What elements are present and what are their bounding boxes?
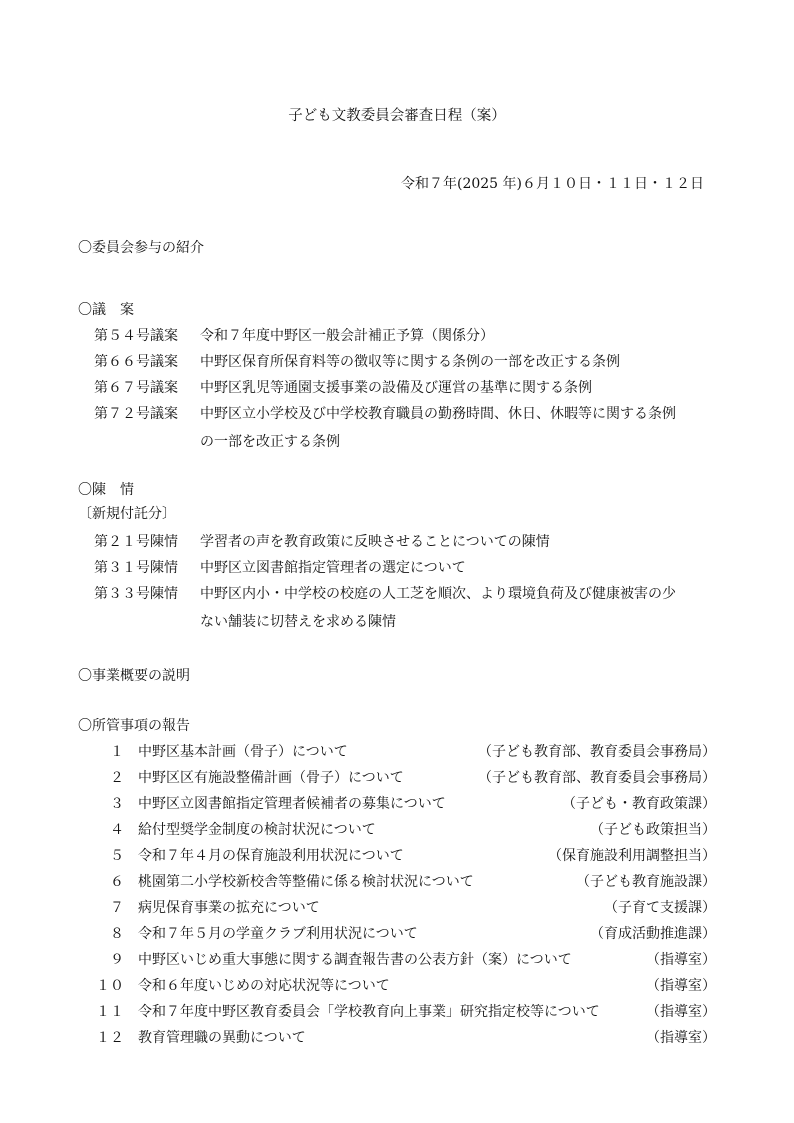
report-number: ５ [110, 848, 124, 864]
report-department: （子ども・教育政策課） [562, 796, 716, 812]
bill-title-continued: の一部を改正する条例 [200, 434, 340, 450]
report-title: 教育管理職の異動について [138, 1030, 306, 1046]
report-department: （子ども教育施設課） [576, 874, 716, 890]
petition-number: 第２１号陳情 [94, 534, 178, 550]
report-department: （指導室） [646, 978, 716, 994]
petition-title: 中野区内小・中学校の校庭の人工芝を順次、より環境負荷及び健康被害の少 [200, 586, 676, 602]
petition-number: 第３１号陳情 [94, 560, 178, 576]
report-title: 令和７年５月の学童クラブ利用状況について [138, 926, 418, 942]
bill-title: 中野区立小学校及び中学校教育職員の勤務時間、休日、休暇等に関する条例 [200, 406, 676, 422]
petition-title-continued: ない舗装に切替えを求める陳情 [200, 614, 396, 630]
report-department: （育成活動推進課） [590, 926, 716, 942]
report-department: （子育て支援課） [604, 900, 716, 916]
page-title: 子ども文教委員会審査日程（案） [288, 108, 506, 124]
intro-heading: 〇委員会参与の紹介 [78, 240, 204, 256]
report-number: ７ [110, 900, 124, 916]
report-title: 中野区区有施設整備計画（骨子）について [138, 770, 404, 786]
report-title: 中野区立図書館指定管理者候補者の募集について [138, 796, 446, 812]
bills-heading: 〇議 案 [78, 302, 134, 318]
bill-number: 第５４号議案 [94, 328, 178, 344]
bill-title: 令和７年度中野区一般会計補正予算（関係分） [200, 328, 494, 344]
report-title: 給付型奨学金制度の検討状況について [138, 822, 376, 838]
report-title: 令和６年度いじめの対応状況等について [138, 978, 390, 994]
report-title: 令和７年度中野区教育委員会「学校教育向上事業」研究指定校等について [138, 1004, 600, 1020]
report-number: １１ [96, 1004, 124, 1020]
petition-title: 学習者の声を教育政策に反映させることについての陳情 [200, 534, 550, 550]
bill-number: 第６７号議案 [94, 380, 178, 396]
bill-title: 中野区保育所保育料等の徴収等に関する条例の一部を改正する条例 [200, 354, 620, 370]
report-number: ４ [110, 822, 124, 838]
report-department: （指導室） [646, 1030, 716, 1046]
bill-title: 中野区乳児等通園支援事業の設備及び運営の基準に関する条例 [200, 380, 592, 396]
report-department: （指導室） [646, 1004, 716, 1020]
report-number: ８ [110, 926, 124, 942]
report-department: （子ども政策担当） [590, 822, 716, 838]
reports-heading: 〇所管事項の報告 [78, 718, 190, 734]
petitions-heading: 〇陳 情 [78, 482, 134, 498]
report-number: ９ [110, 952, 124, 968]
report-title: 中野区いじめ重大事態に関する調査報告書の公表方針（案）について [138, 952, 572, 968]
report-department: （保育施設利用調整担当） [548, 848, 716, 864]
report-number: ６ [110, 874, 124, 890]
document-date: 令和７年(2025 年)６月１０日・１１日・１２日 [400, 176, 704, 192]
bill-number: 第６６号議案 [94, 354, 178, 370]
report-number: １ [110, 744, 124, 760]
petition-number: 第３３号陳情 [94, 586, 178, 602]
overview-heading: 〇事業概要の説明 [78, 668, 190, 684]
report-number: １０ [96, 978, 124, 994]
report-number: １２ [96, 1030, 124, 1046]
report-department: （子ども教育部、教育委員会事務局） [478, 744, 716, 760]
report-department: （子ども教育部、教育委員会事務局） [478, 770, 716, 786]
report-title: 令和７年４月の保育施設利用状況について [138, 848, 404, 864]
report-number: ３ [110, 796, 124, 812]
report-title: 桃園第二小学校新校舎等整備に係る検討状況について [138, 874, 474, 890]
report-title: 病児保育事業の拡充について [138, 900, 320, 916]
report-department: （指導室） [646, 952, 716, 968]
petition-title: 中野区立図書館指定管理者の選定について [200, 560, 466, 576]
petitions-subheading: 〔新規付託分〕 [78, 506, 176, 522]
report-number: ２ [110, 770, 124, 786]
bill-number: 第７２号議案 [94, 406, 178, 422]
report-title: 中野区基本計画（骨子）について [138, 744, 348, 760]
